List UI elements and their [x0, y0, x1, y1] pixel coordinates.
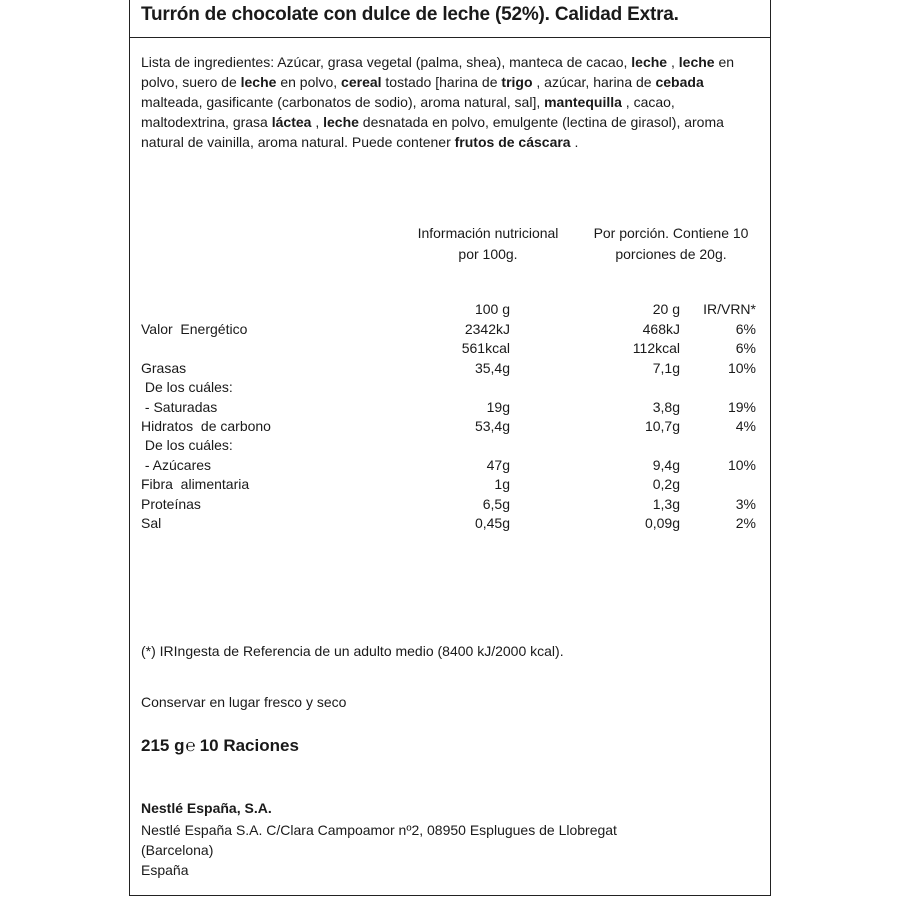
value-per-100g: 19g	[486, 398, 510, 415]
header-per-100	[398, 223, 578, 265]
ingredient-text: en polvo,	[276, 74, 342, 90]
nutrient-label: Valor Energético	[141, 321, 248, 337]
estimated-sign: ℮	[185, 736, 196, 755]
col-header-100g: 100 g	[474, 301, 510, 317]
ingredient-text: en polvo, suero de	[141, 54, 735, 90]
address-line-1: Nestlé España S.A. C/Clara Campoamor nº2, 08950 Esplugues de Llobregat	[141, 822, 617, 838]
allergen-term: leche	[678, 54, 715, 70]
allergen-term: leche	[240, 74, 277, 90]
ingredient-text: ,	[311, 114, 324, 130]
value-per-portion: 0,09g	[644, 515, 680, 531]
ingredient-text: ,	[667, 54, 679, 70]
country: España	[141, 862, 189, 878]
nutrient-label: De los cuáles:	[141, 437, 233, 454]
value-per-portion: 3,8g	[652, 398, 680, 415]
value-per-100g: 0,45g	[474, 515, 510, 531]
nutrient-label: Sal	[141, 515, 162, 531]
ir-percentage: 6%	[735, 321, 756, 337]
ingredient-text: desnatada en polvo, emulgente (lectina de girasol), aroma natural de vainilla, aroma natural. Puede contener	[141, 114, 724, 150]
portions-count: 10 Raciones	[199, 736, 299, 755]
allergen-term: leche	[323, 114, 359, 130]
nutrient-label: De los cuáles:	[141, 379, 233, 396]
header-per-100-line2: por 100g.	[458, 246, 518, 262]
ingredients-list	[141, 52, 761, 152]
ir-percentage: 2%	[735, 515, 756, 531]
storage-instructions: Conservar en lugar fresco y seco	[141, 694, 347, 710]
allergen-term: láctea	[271, 114, 312, 130]
ir-percentage: 19%	[727, 398, 756, 415]
value-per-100g: 2342kJ	[464, 321, 510, 337]
value-per-100g: 47g	[486, 456, 510, 473]
ir-percentage: 10%	[727, 456, 756, 473]
header-per-portion	[576, 223, 766, 265]
ir-percentage: 3%	[735, 495, 756, 512]
value-per-100g: 53,4g	[474, 418, 510, 434]
allergen-term: trigo	[501, 74, 533, 90]
ingredient-text: , azúcar, harina de	[532, 74, 656, 90]
value-per-portion: 10,7g	[644, 418, 680, 434]
header-per-portion-line2: porciones de 20g.	[615, 246, 727, 262]
ingredient-text: tostado [harina de	[381, 74, 502, 90]
allergen-term: cebada	[655, 74, 704, 90]
value-per-100g: 1g	[494, 476, 510, 493]
footnote: (*) IRIngesta de Referencia de un adulto medio (8400 kJ/2000 kcal).	[141, 643, 564, 659]
allergen-term: leche	[631, 54, 668, 70]
header-per-portion-line1: Por porción. Contiene 10	[593, 225, 749, 241]
product-title: Turrón de chocolate con dulce de leche (52%). Calidad Extra.	[141, 4, 679, 25]
value-per-portion: 9,4g	[652, 456, 680, 473]
value-per-100g: 35,4g	[474, 359, 510, 376]
ingredient-text: .	[570, 134, 579, 150]
nutrient-label: - Azúcares	[141, 456, 212, 473]
value-per-100g: 6,5g	[482, 495, 510, 512]
title-bar	[130, 0, 770, 38]
nutrient-label: Grasas	[141, 359, 187, 376]
allergen-term: frutos de cáscara	[454, 134, 571, 150]
col-header-20g: 20 g	[652, 301, 680, 317]
value-per-portion: 468kJ	[642, 321, 680, 337]
address-line-2: (Barcelona)	[141, 842, 214, 858]
value-per-100g: 561kcal	[461, 340, 510, 357]
weight-line	[141, 736, 299, 756]
ir-percentage: 6%	[735, 340, 756, 357]
ir-percentage: 4%	[735, 418, 756, 434]
ingredient-text: , cacao, maltodextrina, grasa	[141, 94, 675, 130]
value-per-portion: 112kcal	[632, 340, 680, 357]
value-per-portion: 7,1g	[652, 359, 680, 376]
header-per-100-line1: Información nutricional	[417, 225, 559, 241]
nutrient-label: Fibra alimentaria	[141, 476, 250, 493]
ingredient-text: malteada, gasificante (carbonatos de sodio), aroma natural, sal],	[141, 94, 545, 110]
nutrient-label: Proteínas	[141, 495, 201, 512]
nutrient-label: - Saturadas	[141, 398, 218, 415]
company-name: Nestlé España, S.A.	[141, 800, 272, 816]
nutrient-label: Hidratos de carbono	[141, 418, 271, 434]
value-per-portion: 0,2g	[652, 476, 680, 493]
product-label	[129, 0, 771, 896]
allergen-term: mantequilla	[544, 94, 622, 110]
allergen-term: cereal	[341, 74, 382, 90]
ingredient-text: Lista de ingredientes: Azúcar, grasa vegetal (palma, shea), manteca de cacao,	[141, 54, 632, 70]
net-weight: 215 g	[141, 736, 185, 755]
col-header-ir: IR/VRN*	[703, 301, 756, 317]
ir-percentage: 10%	[727, 359, 756, 376]
value-per-portion: 1,3g	[652, 495, 680, 512]
